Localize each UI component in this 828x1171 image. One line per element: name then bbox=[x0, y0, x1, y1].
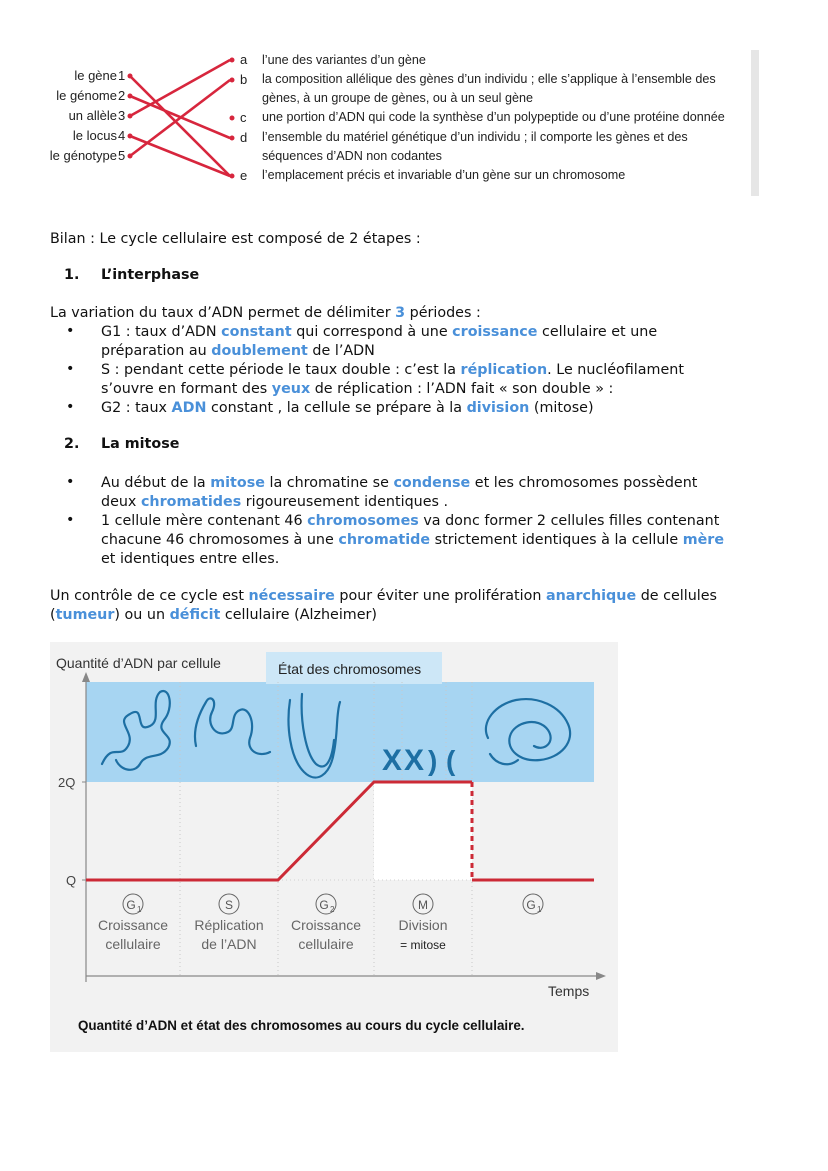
keyword: chromosomes bbox=[307, 513, 419, 529]
mitose-item-2 bbox=[101, 512, 724, 569]
dot bbox=[128, 94, 133, 99]
definition-line: séquences d’ADN non codantes bbox=[262, 149, 442, 163]
keyword: ADN bbox=[171, 400, 207, 416]
keyword: croissance bbox=[452, 324, 538, 340]
controle-paragraph bbox=[50, 587, 717, 625]
phase-symbol: M bbox=[418, 898, 428, 912]
keyword: yeux bbox=[271, 381, 311, 397]
band-title: État des chromosomes bbox=[278, 661, 422, 677]
s-item bbox=[101, 361, 684, 399]
phase-label: Croissance bbox=[97, 917, 169, 933]
definition-letter: c bbox=[240, 110, 247, 125]
phase-label: de l’ADN bbox=[201, 936, 257, 952]
text: de l’ADN bbox=[307, 343, 375, 359]
dot bbox=[128, 134, 133, 139]
term-number: 4 bbox=[118, 128, 126, 143]
text: s’ouvre en formant des bbox=[101, 381, 272, 397]
dot bbox=[230, 136, 235, 141]
text: . Le nucléofilament bbox=[547, 362, 684, 378]
chromosome-x-icon: X bbox=[404, 744, 425, 777]
keyword: réplication bbox=[460, 362, 548, 378]
term-locus: le locus bbox=[72, 128, 117, 143]
keyword: mère bbox=[682, 532, 725, 548]
text: et les chromosomes possèdent bbox=[470, 475, 698, 491]
text: cellulaire (Alzheimer) bbox=[220, 607, 377, 623]
match-line bbox=[130, 136, 230, 176]
dna-cycle-figure bbox=[50, 642, 618, 1052]
text: Au début de la bbox=[101, 475, 211, 491]
g2-item bbox=[101, 399, 594, 418]
definition-letter: a bbox=[240, 52, 248, 67]
phase-label: cellulaire bbox=[298, 936, 354, 952]
matching-exercise bbox=[0, 48, 828, 198]
text: constant , la cellule se prépare à la bbox=[206, 400, 467, 416]
term-genome: le génome bbox=[56, 88, 117, 103]
bilan-text: Bilan : Le cycle cellulaire est composé de 2 étapes : bbox=[50, 231, 421, 247]
text: ( bbox=[50, 607, 56, 623]
phase-label: cellulaire bbox=[105, 936, 161, 952]
definition-a bbox=[262, 51, 758, 70]
keyword: division bbox=[466, 400, 530, 416]
text: chacune 46 chromosomes à une bbox=[101, 532, 339, 548]
match-line bbox=[130, 60, 230, 116]
definition-b bbox=[262, 70, 758, 108]
dot bbox=[128, 74, 133, 79]
bullet: • bbox=[66, 323, 75, 339]
definition-letter: e bbox=[240, 168, 248, 183]
y-tick-q: Q bbox=[66, 873, 77, 888]
dot bbox=[230, 58, 235, 63]
text: Un contrôle de ce cycle est bbox=[50, 588, 249, 604]
chromosome-separating-icon: ( bbox=[446, 745, 456, 776]
phase-symbol: G bbox=[526, 898, 536, 912]
text: de cellules bbox=[636, 588, 717, 604]
definition-d bbox=[262, 128, 758, 166]
text: G1 : taux d’ADN bbox=[101, 324, 222, 340]
definition-line: gènes, à un groupe de gènes, ou à un seul gène bbox=[262, 91, 533, 105]
text: la chromatine se bbox=[264, 475, 394, 491]
g1-item bbox=[101, 323, 657, 361]
text: strictement identiques à la cellule bbox=[430, 532, 683, 548]
text: qui correspond à une bbox=[291, 324, 453, 340]
text: cellulaire et une bbox=[537, 324, 658, 340]
text: périodes : bbox=[405, 305, 481, 321]
y-axis-arrow bbox=[82, 672, 90, 682]
definition-letter: b bbox=[240, 72, 248, 87]
y-tick-2q: 2Q bbox=[58, 775, 76, 790]
text: pour éviter une prolifération bbox=[334, 588, 546, 604]
dna-chart bbox=[50, 642, 618, 1052]
term-gene: le gène bbox=[74, 68, 117, 83]
keyword: constant bbox=[221, 324, 292, 340]
definition-line: l’une des variantes d’un gène bbox=[262, 53, 426, 67]
phase-symbol-subscript: 1 bbox=[137, 905, 142, 914]
keyword: condense bbox=[393, 475, 471, 491]
mitose-item-1 bbox=[101, 474, 697, 512]
text: rigoureusement identiques . bbox=[241, 494, 449, 510]
x-axis-title: Temps bbox=[548, 983, 590, 999]
term-number: 5 bbox=[118, 148, 126, 163]
phase-label: Division bbox=[398, 917, 448, 933]
term-number: 2 bbox=[118, 88, 126, 103]
definition-line: l’ensemble du matériel génétique d’un individu ; il comporte les gènes et des bbox=[262, 130, 688, 144]
definition-line: l’emplacement précis et invariable d’un gène sur un chromosome bbox=[262, 168, 626, 182]
text: 1 cellule mère contenant 46 bbox=[101, 513, 308, 529]
keyword: 3 bbox=[395, 305, 406, 321]
keyword: déficit bbox=[169, 607, 221, 623]
text: (mitose) bbox=[529, 400, 594, 416]
y-axis-title: Quantité d’ADN par cellule bbox=[56, 655, 221, 671]
dot bbox=[128, 114, 133, 119]
keyword: doublement bbox=[211, 343, 308, 359]
term-number: 1 bbox=[118, 68, 126, 83]
definition-letter: d bbox=[240, 130, 248, 145]
dna-quantity-line bbox=[86, 782, 594, 880]
text: deux bbox=[101, 494, 141, 510]
definition-e bbox=[262, 166, 758, 185]
keyword: anarchique bbox=[545, 588, 637, 604]
phase-symbol-subscript: 1 bbox=[537, 905, 542, 914]
definition-c bbox=[262, 108, 758, 127]
section-title-mitose: La mitose bbox=[101, 436, 180, 452]
term-allele: un allèle bbox=[68, 108, 117, 123]
x-axis-arrow bbox=[596, 972, 606, 980]
phase-symbol: G bbox=[319, 898, 329, 912]
text: G2 : taux bbox=[101, 400, 172, 416]
section-number: 1. bbox=[64, 267, 80, 283]
chromosome-separating-icon: ) bbox=[428, 745, 438, 776]
text: préparation au bbox=[101, 343, 212, 359]
keyword: chromatide bbox=[338, 532, 431, 548]
bullet: • bbox=[66, 399, 75, 415]
dot bbox=[230, 78, 235, 83]
section-title-interphase: L’interphase bbox=[101, 267, 200, 283]
phase-label: Croissance bbox=[290, 917, 362, 933]
figure-caption: Quantité d’ADN et état des chromosomes au cours du cycle cellulaire. bbox=[78, 1018, 525, 1033]
term-genotype: le génotype bbox=[49, 148, 117, 163]
text: va donc former 2 cellules filles contenant bbox=[418, 513, 720, 529]
dot bbox=[230, 174, 235, 179]
term-number: 3 bbox=[118, 108, 126, 123]
phase-symbol-subscript: 2 bbox=[330, 905, 335, 914]
bullet: • bbox=[66, 512, 75, 528]
keyword: nécessaire bbox=[248, 588, 335, 604]
phase-label: Réplication bbox=[194, 917, 264, 933]
text: ) ou un bbox=[114, 607, 170, 623]
dot bbox=[128, 154, 133, 159]
dot bbox=[230, 116, 235, 121]
text: et identiques entre elles. bbox=[101, 551, 280, 567]
mitosis-area bbox=[374, 782, 472, 880]
keyword: tumeur bbox=[55, 607, 115, 623]
text: S : pendant cette période le taux double : c’est la bbox=[101, 362, 461, 378]
text: La variation du taux d’ADN permet de délimiter bbox=[50, 305, 396, 321]
definition-line: une portion d’ADN qui code la synthèse d’un polypeptide ou d’une protéine donnée bbox=[262, 110, 725, 124]
phase-symbol: S bbox=[224, 898, 234, 912]
phase-symbol: G bbox=[126, 898, 136, 912]
text: de réplication : l’ADN fait « son double » : bbox=[310, 381, 614, 397]
interphase-intro bbox=[50, 304, 481, 323]
phase-label: = mitose bbox=[400, 938, 446, 952]
keyword: mitose bbox=[210, 475, 265, 491]
keyword: chromatides bbox=[140, 494, 242, 510]
section-number: 2. bbox=[64, 436, 80, 452]
bullet: • bbox=[66, 474, 75, 490]
chromosome-x-icon: X bbox=[382, 744, 403, 777]
definition-line: la composition allélique des gènes d’un individu ; elle s’applique à l’ensemble des bbox=[262, 72, 716, 86]
bullet: • bbox=[66, 361, 75, 377]
